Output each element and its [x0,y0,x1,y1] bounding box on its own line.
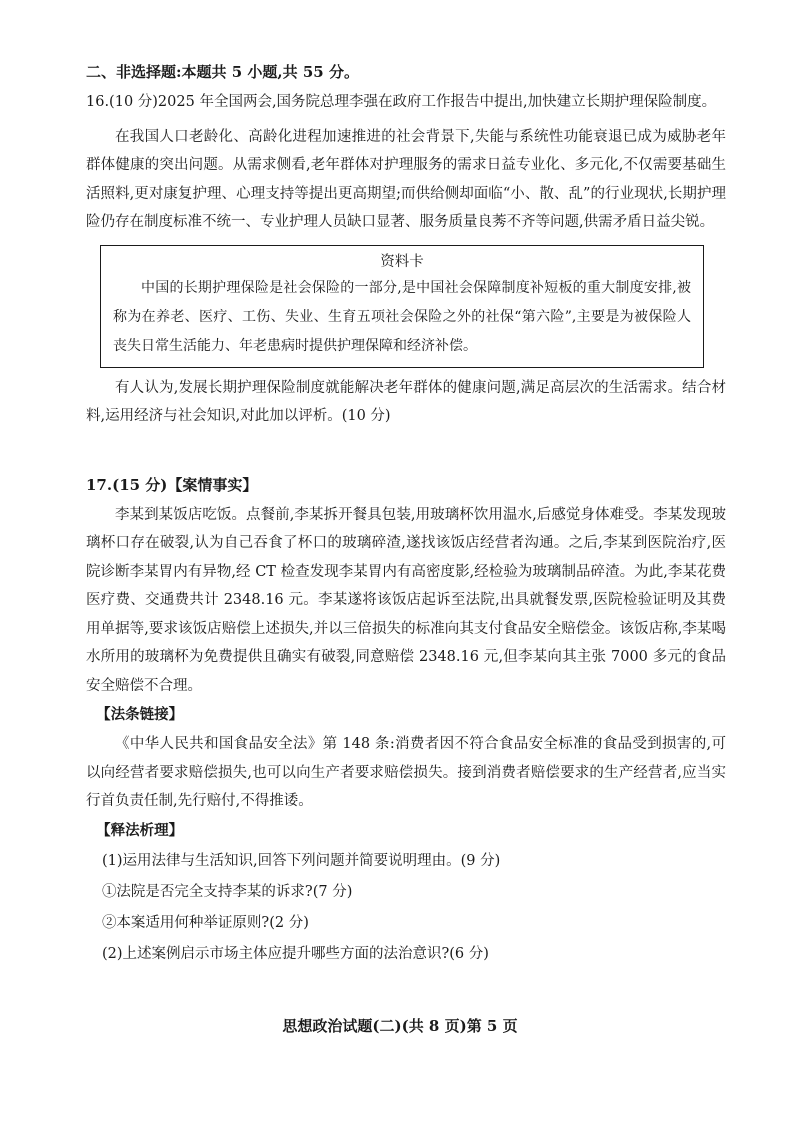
section-header: 二、非选择题:本题共 5 小题,共 55 分。 [86,63,359,81]
law-link-heading: 【法条链接】 [96,706,184,723]
law-text: 《中华人民共和国食品安全法》第 148 条:消费者因不符合食品安全标准的食品受到损害的,可以向经营者要求赔偿损失,也可以向生产者要求赔偿损失。接到消费者赔偿要求的生产经营者,应当实行首负责任制,先行赔付,不得推诿。 [86,736,726,809]
q16-stem: 16.(10 分)2025 年全国两会,国务院总理李强在政府工作报告中提出,加快建立长期护理保险制度。 [86,94,717,110]
q17-sub-question-2: (2)上述案例启示市场主体应提升哪些方面的法治意识?(6 分) [101,945,489,962]
page-footer: 思想政治试题(二)(共 8 页)第 5 页 [282,1017,518,1035]
info-card-body: 中国的长期护理保险是社会保险的一部分,是中国社会保障制度补短板的重大制度安排,被称为在养老、医疗、工伤、失业、生育五项社会保险之外的社保“第六险”,主要是为被保险人丧失日常生活能力、年老患病时提供护理保障和经济补偿。 [113,279,691,354]
analysis-heading: 【释法析理】 [96,821,184,839]
q16-material-paragraph: 在我国人口老龄化、高龄化进程加速推进的社会背景下,失能与系统性功能衰退已成为威胁老年群体健康的突出问题。从需求侧看,老年群体对护理服务的需求日益专业化、多元化,不仅需要基础生活照料,更对康复护理、心理支持等提出更高期望;而供给侧却面临“小、散、乱”的行业现状,长期护理险仍存在制度标准不统一、专业护理人员缺口显著、服务质量良莠不齐等问题,供需矛盾日益尖锐。 [86,128,726,230]
spacer [86,431,726,471]
info-card-title: 资料卡 [380,253,424,270]
exam-page [86,58,726,970]
q16-question: 有人认为,发展长期护理保险制度就能解决老年群体的健康问题,满足高层次的生活需求。结合材料,运用经济与社会知识,对此加以评析。(10 分) [86,379,726,424]
q17-stem: 17.(15 分)【案情事实】 [86,475,258,494]
q17-case-facts: 李某到某饭店吃饭。点餐前,李某拆开餐具包装,用玻璃杯饮用温水,后感觉身体难受。李某发现玻璃杯口存在破裂,认为自己吞食了杯口的玻璃碎渣,遂找该饭店经营者沟通。之后,李某到医院治疗,医院诊断李某胃内有异物,经 CT 检查发现李某胃内有高密度影,经检验为玻璃制品碎渣。为此,李某花费医疗费、交通费共计 2348.16 元。李某遂将该饭店起诉至法院,出具就餐发票,医院检验证明及其费用单据等,要求该饭店赔偿上述损失,并以三倍损失的标准向其支付食品安全赔偿金。该饭店称,李某喝水所用的玻璃杯为免费提供且确实有破裂,同意赔偿 2348.16 元,但李某向其主张 7000 多元的食品安全赔偿不合理。 [86,506,726,694]
q17-sub-question-1: (1)运用法律与生活知识,回答下列问题并简要说明理由。(9 分) [101,852,501,869]
q17-sub-question-1a: ①法院是否完全支持李某的诉求?(7 分) [101,883,353,900]
q17-sub-question-1b: ②本案适用何种举证原则?(2 分) [101,914,309,931]
info-card [100,245,704,368]
